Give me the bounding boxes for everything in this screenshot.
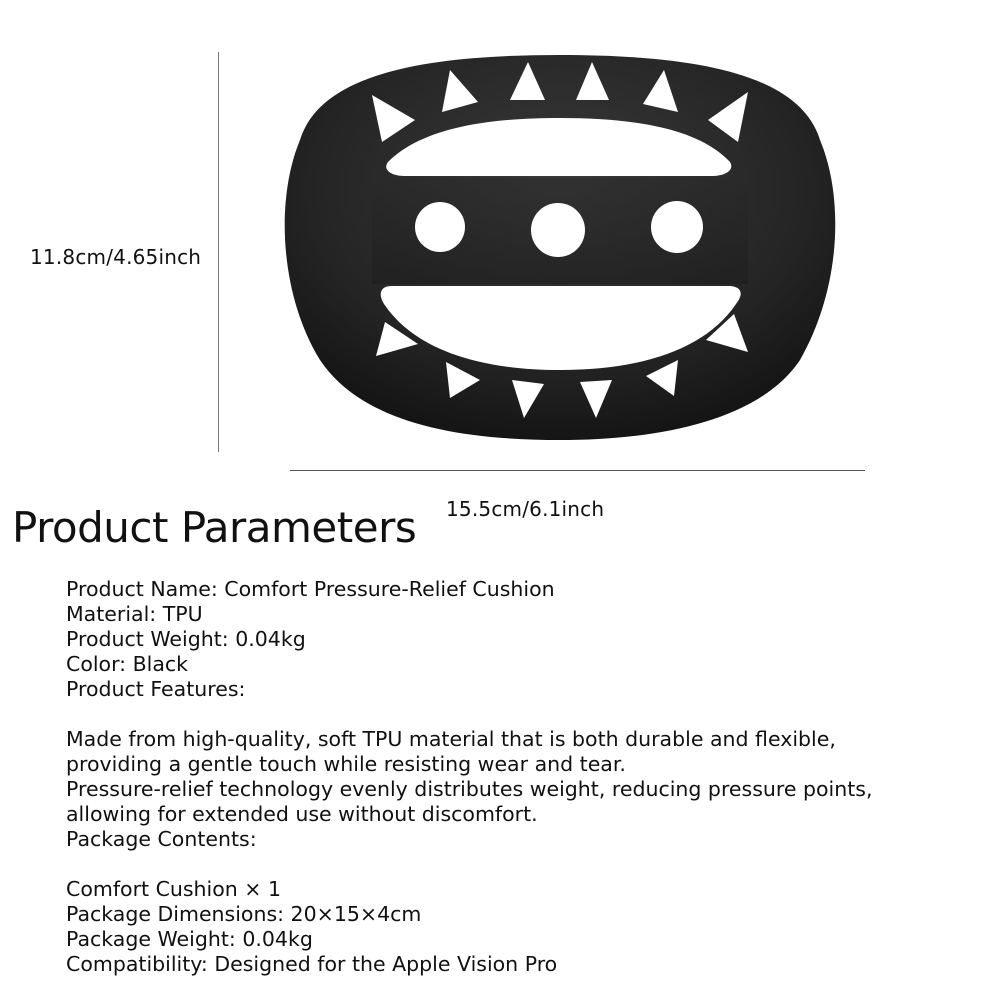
product-name: Product Name: Comfort Pressure-Relief Cushion bbox=[66, 577, 555, 601]
package-item: Comfort Cushion × 1 bbox=[66, 877, 282, 901]
cushion-illustration bbox=[0, 0, 1000, 480]
spacer bbox=[66, 702, 991, 727]
feature-2-line-1: Pressure-relief technology evenly distributes weight, reducing pressure points, bbox=[66, 777, 873, 801]
section-heading: Product Parameters bbox=[12, 503, 417, 552]
height-dimension-label: 11.8cm/4.65inch bbox=[30, 245, 202, 269]
feature-2-line-2: allowing for extended use without discomfort. bbox=[66, 802, 538, 826]
vent-hole-right bbox=[651, 201, 703, 253]
package-contents-label: Package Contents: bbox=[66, 827, 257, 851]
width-dimension-label: 15.5cm/6.1inch bbox=[446, 497, 605, 521]
product-color: Color: Black bbox=[66, 652, 189, 676]
vent-hole-center bbox=[531, 203, 585, 257]
vent-hole-left bbox=[415, 202, 465, 252]
feature-1-line-2: providing a gentle touch while resisting wear and tear. bbox=[66, 752, 626, 776]
feature-1-line-1: Made from high-quality, soft TPU material that is both durable and flexible, bbox=[66, 727, 836, 751]
features-label: Product Features: bbox=[66, 677, 246, 701]
package-dimensions: Package Dimensions: 20×15×4cm bbox=[66, 902, 422, 926]
product-parameters bbox=[66, 577, 991, 977]
product-weight: Product Weight: 0.04kg bbox=[66, 627, 306, 651]
product-material: Material: TPU bbox=[66, 602, 203, 626]
width-dimension-line bbox=[290, 470, 865, 471]
compatibility: Compatibility: Designed for the Apple Vision Pro bbox=[66, 952, 558, 976]
height-dimension-line bbox=[218, 52, 219, 452]
spacer bbox=[66, 852, 991, 877]
package-weight: Package Weight: 0.04kg bbox=[66, 927, 313, 951]
